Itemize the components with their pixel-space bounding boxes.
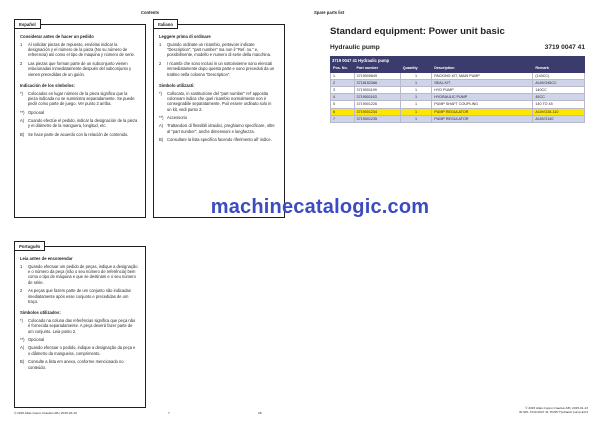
cell-remark: A10VO28-110 <box>533 108 585 115</box>
cell-pos: 5 <box>331 101 355 108</box>
cell-quantity: 1 <box>400 101 431 108</box>
symbols-heading: Símbolos utilizados: <box>20 310 61 316</box>
symbol-item <box>20 91 138 107</box>
symbol-marker: A) <box>159 123 164 129</box>
cell-pos: 2 <box>331 79 355 86</box>
section-heading: Considerar antes de hacer un pedido <box>20 34 94 39</box>
cell-quantity: 1 <box>400 115 431 122</box>
symbol-marker: A) <box>20 117 25 123</box>
symbol-text: Opcional <box>28 109 45 115</box>
symbol-text: Collocato, in sostituzione del "part number" rel' apposita colonnam indica che quel ricambio normalmente non è consegnabile separatamente. Può essere ordinato solo in un kit, vedi punto 2. <box>167 90 272 112</box>
watermark: machinecatalogic.com <box>210 196 430 218</box>
list-item-number: 1 <box>20 41 23 47</box>
page-header-spare-parts: Spare parts list <box>314 10 345 15</box>
symbol-item <box>159 115 277 120</box>
cell-description: SEAL KIT <box>432 79 533 86</box>
cell-description: HYD PUMP <box>432 86 533 93</box>
symbol-marker: B) <box>159 137 164 143</box>
cell-part-number: 3719001163 <box>354 94 400 101</box>
column-header-description: Description <box>432 65 533 72</box>
section-heading: Leggere prima di ordinare <box>159 34 211 39</box>
table-row-highlighted <box>331 108 585 115</box>
list-item-text: As peças que fazem parte de um conjunto são indicadas imediatamente após esse conjunto e precedidas de um traço. <box>28 288 131 305</box>
list-item <box>20 288 138 304</box>
list-item <box>20 264 138 286</box>
list-item-number: 2 <box>20 288 23 294</box>
footer-page-number-left: 7 <box>168 411 170 415</box>
symbol-marker: **) <box>20 337 25 343</box>
cell-part-number: 3719001235 <box>354 115 400 122</box>
list-item-number: 1 <box>20 263 23 269</box>
symbol-item <box>20 345 138 356</box>
symbol-text: Accessorio <box>167 115 188 121</box>
cell-description: HYDRAULIC PUMP <box>432 94 533 101</box>
symbol-item <box>159 137 277 142</box>
list-item-number: 1 <box>159 41 162 47</box>
table-row <box>331 101 585 108</box>
list-item-number: 2 <box>159 60 162 66</box>
list-item <box>20 42 138 58</box>
cell-part-number: 3719001234 <box>354 108 400 115</box>
cell-part-number: 3719001199 <box>354 86 400 93</box>
footer-document-id: ID SPL 3719 0047 41 'PU65' Hydraulic pump Ed.3 <box>519 410 588 415</box>
cell-remark: 140CC <box>533 86 585 93</box>
section-subtitle: Hydraulic pump <box>330 44 380 51</box>
cell-part-number: 3719001226 <box>354 101 400 108</box>
section-italiano <box>159 34 277 145</box>
symbol-marker: B) <box>20 131 25 137</box>
cell-description: PACKING KIT, MAIN PUMP <box>432 72 533 79</box>
symbol-marker: *) <box>20 318 23 324</box>
symbol-text: Trattandosi di flessibili idraulici, preghiamo specificare, oltre al "part number", anche dimensioni e lunghezza. <box>167 123 275 134</box>
symbol-item <box>20 132 138 137</box>
cell-pos: 1 <box>331 72 355 79</box>
list-item-text: Quando efectuar um pedido de peças, indique a designação e o número da peça (não o seu número de referência) bem como o tipo de máquina e que se destinam e o seu número de série. <box>28 263 138 285</box>
list-item-text: Al solicitar piezas de repuesto, envíelas indicar la designación y el número de la pieza (No su número de referencia) así como el tipo de maquina y número de serie. <box>28 41 135 58</box>
symbol-marker: *) <box>159 90 162 96</box>
cell-quantity: 1 <box>400 94 431 101</box>
section-title-portugues: Português <box>14 241 45 251</box>
section-heading: Leia antes de encomendar <box>20 256 73 261</box>
symbol-item <box>20 359 138 370</box>
symbol-text: Opcional <box>28 337 45 343</box>
symbol-item <box>20 337 138 342</box>
table-row <box>331 94 585 101</box>
cell-remark: A10VO140 <box>533 115 585 122</box>
symbol-item <box>20 118 138 129</box>
symbol-item <box>20 110 138 115</box>
list-item-text: Las piezas que forman parte de un subconjunto vienen relacionadas inmediatamente después del subconjunto y vienen precedidas de un guión. <box>28 60 132 77</box>
symbol-text: Quando efectuar o pedido, indique a designação da peça e o diâmetro da mangueira, comprimento. <box>28 345 136 356</box>
table-header-row <box>331 65 585 72</box>
section-espanol <box>20 34 138 140</box>
cell-remark: A10VO45CC <box>533 79 585 86</box>
symbol-marker: **) <box>159 115 164 121</box>
symbol-item <box>20 318 138 334</box>
cell-part-number: 3718152366 <box>354 79 400 86</box>
cell-pos: 3 <box>331 86 355 93</box>
page-header-contents: Contents <box>140 10 160 15</box>
footer-page-number-right: 28 <box>258 411 262 415</box>
table-row <box>331 115 585 122</box>
cell-pos: 4 <box>331 94 355 101</box>
section-title-italiano: Italiano <box>153 19 178 29</box>
cell-pos: 6 <box>331 108 355 115</box>
symbol-marker: *) <box>20 90 23 96</box>
symbol-marker: B) <box>20 359 25 365</box>
cell-description: PUMP SHAFT COUPLING <box>432 101 533 108</box>
table-row <box>331 79 585 86</box>
list-item <box>159 61 277 77</box>
symbols-heading: Simbolo utilizzati: <box>159 83 195 89</box>
list-item-text: Quando ordinate un ricambio, pertavore indicate "Description", "part number" ma non il "Ref. no." e, possibilmente, modello e numero di serie della macchina. <box>167 41 271 58</box>
cell-quantity: 1 <box>400 72 431 79</box>
assembly-part-number: 3719 0047 41 <box>544 44 585 51</box>
list-item-text: I ricambi che sono inclusi in un sottoinsieme sono elencati immediatamente dopo questa parte e sono preceduti da un trattino nella colonna "Description". <box>167 60 275 77</box>
list-item-number: 2 <box>20 60 23 66</box>
cell-description: PUMP REGULATOR <box>432 108 533 115</box>
cell-description: PUMP REGULATOR <box>432 115 533 122</box>
footer-copyright-right <box>519 406 588 415</box>
list-item <box>159 42 277 58</box>
symbol-text: Colocados en lugar número de la pieza significa que la pieza indicada no se suministra separadamente. Se puede pedir como parte de juego. Ver punto 2 arriba. <box>28 90 135 107</box>
cell-remark: (140CC) <box>533 72 585 79</box>
cell-quantity: 1 <box>400 108 431 115</box>
symbol-text: Consulte a lista em anexo, conforme mencionado no conteúdo. <box>28 359 124 370</box>
cell-quantity: 1 <box>400 86 431 93</box>
symbol-item <box>159 123 277 134</box>
column-header-remark: Remark <box>533 65 585 72</box>
section-portugues <box>20 256 138 373</box>
column-header-quantity: Quantity <box>400 65 431 72</box>
symbol-marker: A) <box>20 345 25 351</box>
cell-remark: 140 TO 45 <box>533 101 585 108</box>
table-row <box>331 86 585 93</box>
symbol-text: Consultare la lista specifica facendo riferimento all' indice. <box>167 137 272 143</box>
page-title: Standard equipment: Power unit basic <box>330 26 505 37</box>
parts-table-caption: 3719 0047 41 Hydraulic pump <box>330 56 585 64</box>
parts-table <box>330 56 585 123</box>
cell-pos: 7 <box>331 115 355 122</box>
subtitle-row <box>330 44 585 51</box>
symbols-heading: Indicación de los símbolos: <box>20 83 75 89</box>
symbol-text: Se hace parte de acuerdo con la relación de contenido. <box>28 131 129 137</box>
footer-copyright-left: © 2015 Atlas Copco Craelius AB | 2015-03-10 <box>14 411 77 415</box>
table-row <box>331 72 585 79</box>
column-header-part-number: Part number <box>354 65 400 72</box>
symbol-item <box>159 91 277 113</box>
section-title-espanol: Español <box>14 19 41 29</box>
symbol-marker: **) <box>20 109 25 115</box>
column-header-pos: Pos. No. <box>331 65 355 72</box>
symbol-text: Cuando efectúe el pedido, indicar la designación de la pieza y el diámetro de la manguera, longitud, etc. <box>28 117 138 129</box>
symbol-text: Colocado na coluna das referências significa que peça não é fornecida separadamente. A peça deverá fazer parte de um conjunto. Leia ponto 2. <box>28 318 136 334</box>
list-item <box>20 61 138 77</box>
cell-part-number: 3719000849 <box>354 72 400 79</box>
cell-quantity: 1 <box>400 79 431 86</box>
footer-copyright-line1: © 2015 Atlas Copco Craelius AB | 2015-01-13 <box>525 405 588 410</box>
cell-remark: 45CC <box>533 94 585 101</box>
